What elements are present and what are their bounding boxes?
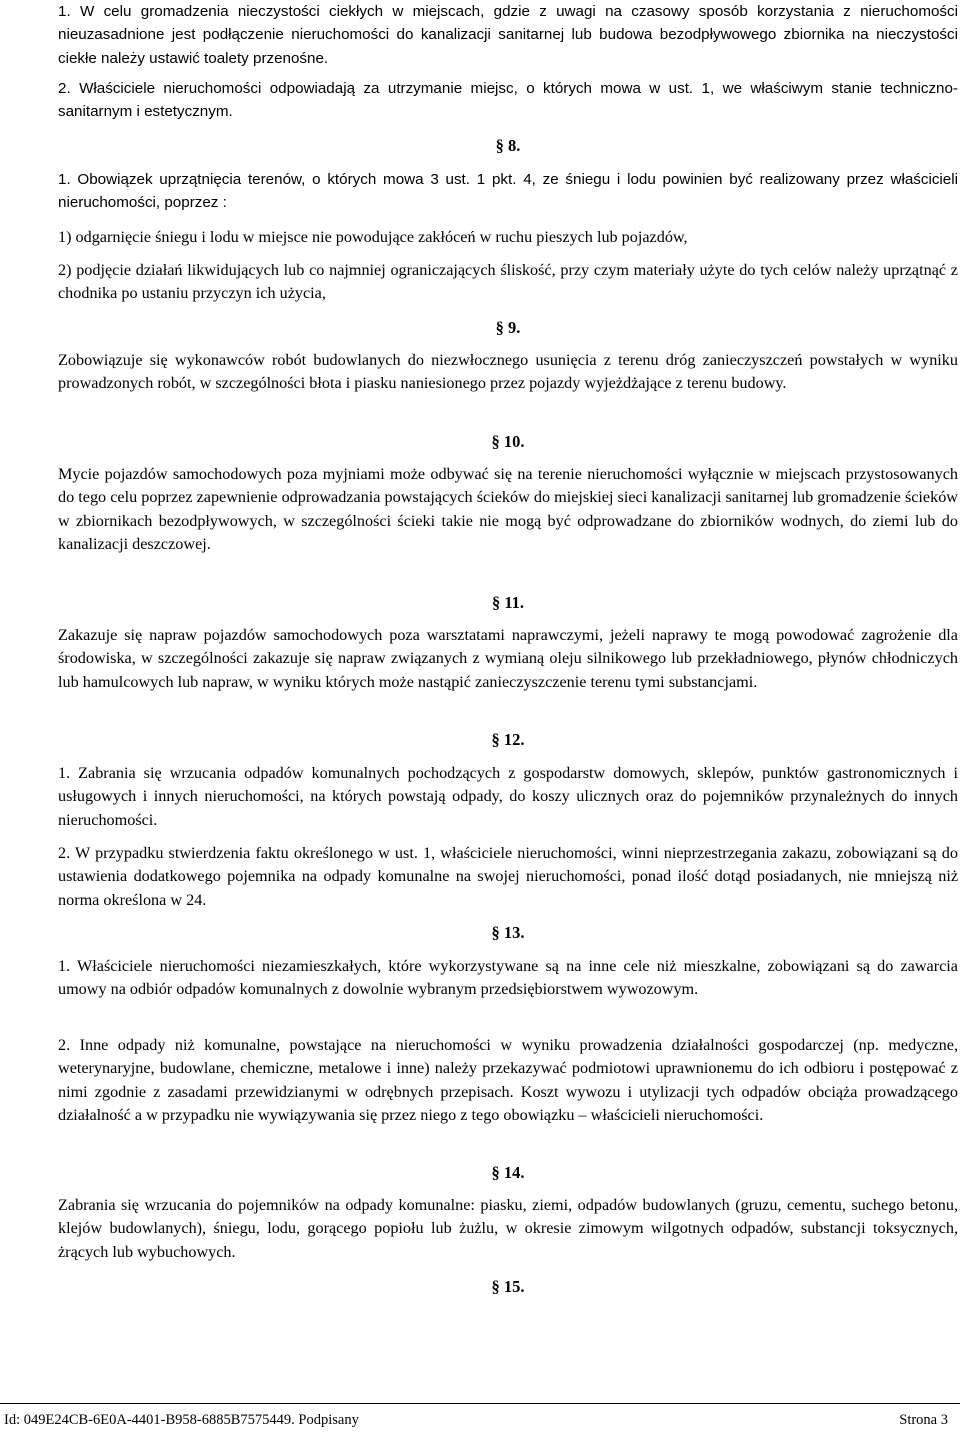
section-heading-15: § 15. <box>491 1277 525 1296</box>
section-heading-9: § 9. <box>495 318 521 337</box>
section-heading-10: § 10. <box>491 432 525 451</box>
paragraph-10: Mycie pojazdów samochodowych poza myjniami może odbywać się na terenie nieruchomości wyłącznie w miejscach przystosowanych do tego celu poprzez zapewnienie odprowadzania powstających ścieków do miejskiej sieci kanalizacji sanitarnej lub gromadzenie ścieków w zbiornikach bezodpływowych, w szczególności ścieki takie nie mogą być odprowadzane do zbiorników wodnych, do ziemi lub do kanalizacji deszczowej. <box>58 465 958 554</box>
paragraph-8-2: 1) odgarnięcie śniegu i lodu w miejsce nie powodujące zakłóceń w ruchu pieszych lub pojazdów, <box>58 228 688 246</box>
paragraph-8-1: 1. Obowiązek uprzątnięcia terenów, o których mowa 3 ust. 1 pkt. 4, ze śniegu i lodu powinien być realizowany przez właścicieli nieruchomości, poprzez : <box>58 171 958 212</box>
section-heading-12: § 12. <box>491 730 525 749</box>
section-heading-13: § 13. <box>491 923 525 942</box>
page-number: Strona 3 <box>899 1412 948 1428</box>
section-heading-11: § 11. <box>491 593 525 612</box>
paragraph-7-1: 1. W celu gromadzenia nieczystości ciekłych w miejscach, gdzie z uwagi na czasowy sposób korzystania z nieruchomości nieuzasadnione jest podłączenie nieruchomości do kanalizacji sanitarnej lub budowa bezodpływowego zbiornika na nieczystości ciekłe należy ustawić toalety przenośne. <box>58 3 958 67</box>
paragraph-11: Zakazuje się napraw pojazdów samochodowych poza warsztatami naprawczymi, jeżeli naprawy te mogą powodować zagrożenie dla środowiska, w szczególności zakazuje się napraw związanych z wymianą oleju silnikowego lub przekładniowego, płynów chłodniczych lub hamulcowych lub napraw, w wyniku których może nastąpić zanieczyszczenie terenu tymi substancjami. <box>58 626 958 691</box>
document-id-text: Id: 049E24CB-6E0A-4401-B958-6885B7575449. Podpisany <box>4 1412 359 1428</box>
paragraph-9: Zobowiązuje się wykonawców robót budowlanych do niezwłocznego usunięcia z terenu dróg zanieczyszczeń powstałych w wyniku prowadzonych robót, w szczególności błota i piasku naniesionego przez pojazdy wyjeżdżające z terenu budowy. <box>58 351 958 393</box>
paragraph-14: Zabrania się wrzucania do pojemników na odpady komunalne: piasku, ziemi, odpadów budowlanych (gruzu, cementu, suchego betonu, klejów budowlanych), śniegu, lodu, gorącego popiołu lub żużlu, w okresie zimowym wilgotnych odpadów, substancji toksycznych, żrących lub wybuchowych. <box>58 1196 958 1261</box>
paragraph-7-2: 2. Właściciele nieruchomości odpowiadają za utrzymanie miejsc, o których mowa w ust. 1, we właściwym stanie techniczno-sanitarnym i estetycznym. <box>58 80 958 121</box>
paragraph-13-2: 2. Inne odpady niż komunalne, powstające na nieruchomości w wyniku prowadzenia działalności gospodarczej (np. medyczne, weterynaryjne, budowlane, chemiczne, metalowe i inne) należy przekazywać podmiotowi uprawnionemu do ich odbioru i postępować z nimi zgodnie z zasadami przewidzianymi w odrębnych przepisach. Koszt wywozu i utylizacji tych odpadów obciąża prowadzącego działalność a w przypadku nie wywiązywania się przez niego z tego obowiązku – właścicieli nieruchomości. <box>58 1036 958 1125</box>
paragraph-12-1: 1. Zabrania się wrzucania odpadów komunalnych pochodzących z gospodarstw domowych, sklepów, punktów gastronomicznych i usługowych i innych nieruchomości, na których powstają odpady, do koszy ulicznych oraz do pojemników przynależnych do innych nieruchomości. <box>58 764 958 829</box>
paragraph-13-1: 1. Właściciele nieruchomości niezamieszkałych, które wykorzystywane są na inne cele niż mieszkalne, zobowiązani są do zawarcia umowy na odbiór odpadów komunalnych z dowolnie wybranym przedsiębiorstwem wywozowym. <box>58 957 958 999</box>
section-heading-8: § 8. <box>495 136 521 155</box>
section-heading-14: § 14. <box>491 1163 525 1182</box>
paragraph-8-3: 2) podjęcie działań likwidujących lub co najmniej ograniczających śliskość, przy czym materiały użyte do tych celów należy uprzątnąć z chodnika po ustaniu przyczyn ich użycia, <box>58 261 958 303</box>
page-footer <box>0 1403 960 1429</box>
paragraph-12-2: 2. W przypadku stwierdzenia faktu określonego w ust. 1, właściciele nieruchomości, winni nieprzestrzegania zakazu, zobowiązani są do ustawienia dodatkowego pojemnika na odpady komunalne na swojej nieruchomości, ponad ilość dotąd posiadanych, nie mniejszą niż norma określona w 24. <box>58 844 958 909</box>
